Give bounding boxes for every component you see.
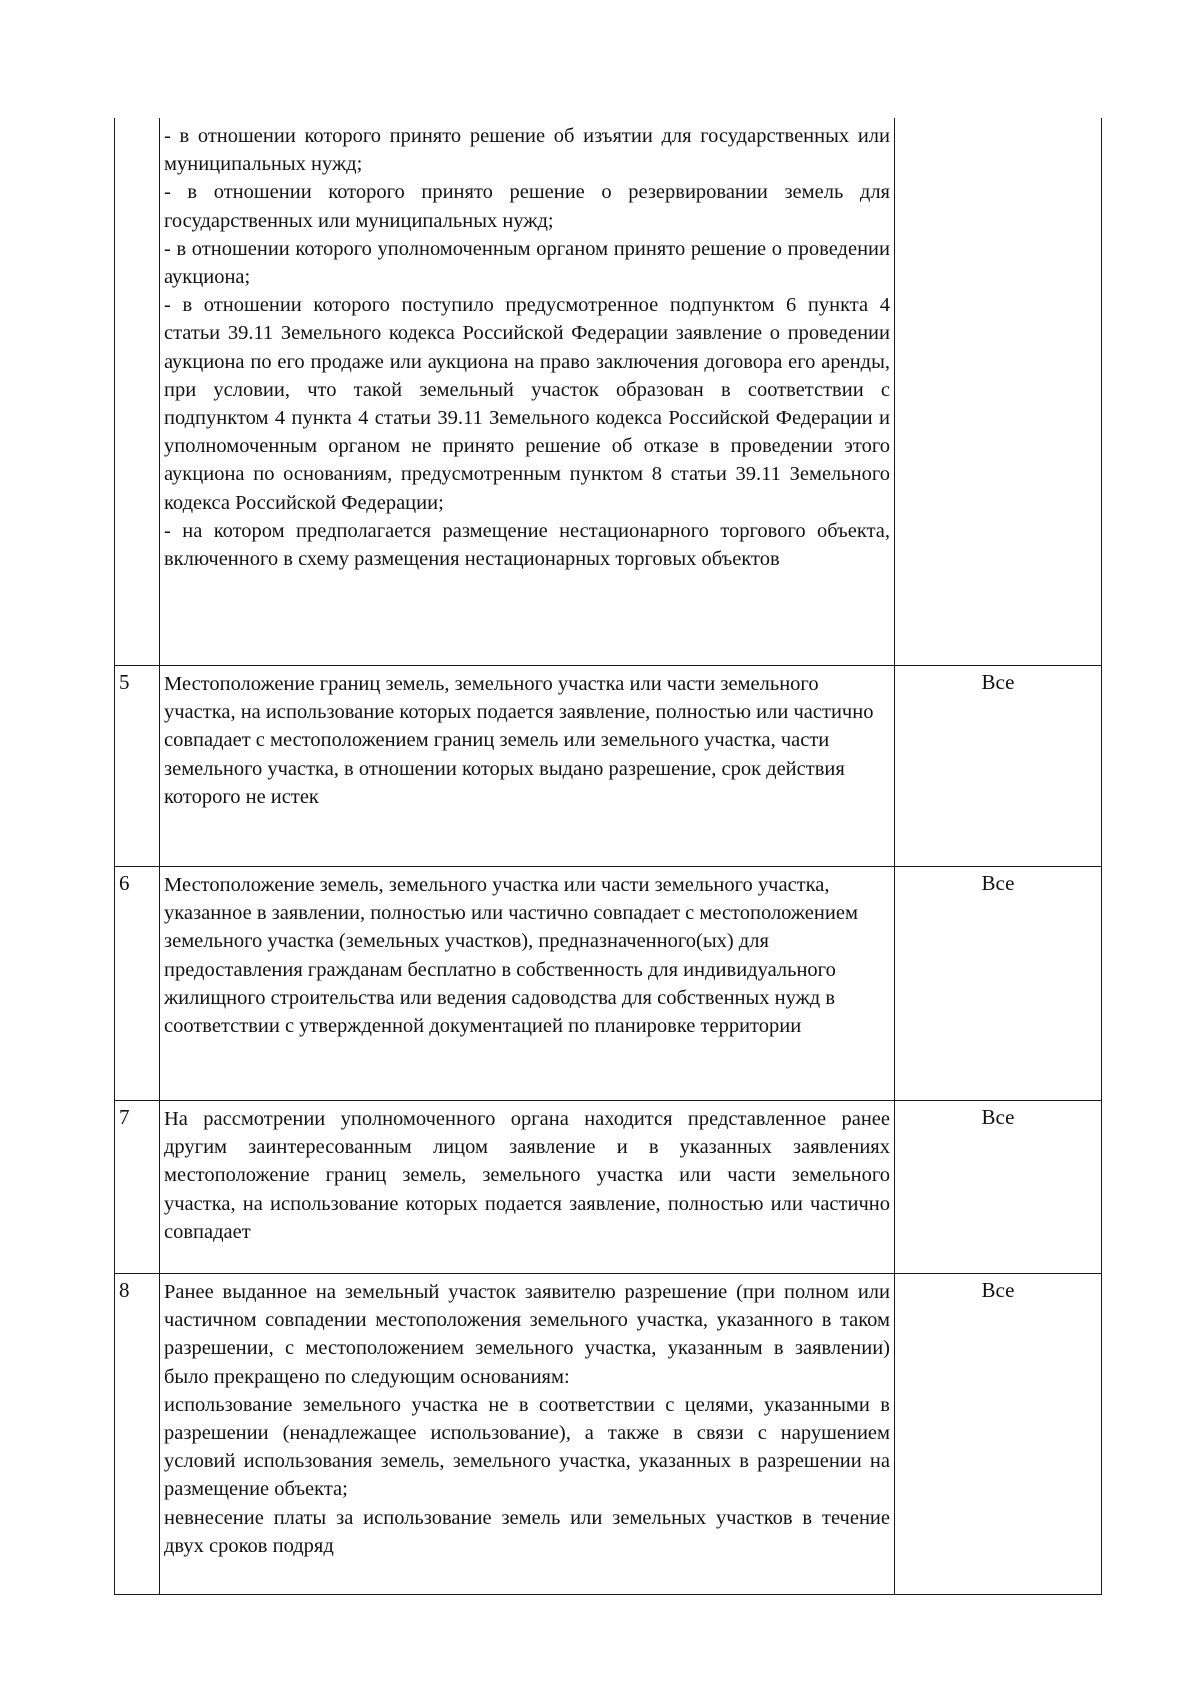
table-row-5: [115, 666, 1102, 867]
row-number: [115, 118, 160, 666]
table-row-continuation: [115, 118, 1102, 666]
row-applicability: Все: [895, 666, 1102, 867]
row-number: 5: [115, 666, 160, 867]
description-paragraph: - в отношении которого принято решение об изъятии для государственных или муниципальных нужд;: [164, 125, 890, 176]
description-paragraph: Ранее выданное на земельный участок заявителю разрешение (при полном или частичном совпадении местоположения земельного участка, указанного в таком разрешении, с местоположением земельного участка, указанным в заявлении) было прекращено по следующим основаниям:: [164, 1281, 890, 1388]
row-number: 7: [115, 1101, 160, 1274]
row-description: [160, 118, 895, 666]
row-description: [160, 1274, 895, 1595]
description-paragraph: - на котором предполагается размещение нестационарного торгового объекта, включенного в схему размещения нестационарных торговых объектов: [164, 519, 890, 571]
row-applicability: [895, 118, 1102, 666]
row-applicability: Все: [895, 867, 1102, 1101]
description-paragraph: использование земельного участка не в соответствии с целями, указанными в разрешении (ненадлежащее использование), а также в связи с нарушением условий использования земель, земельного участка, указанных в разрешении на размещение объекта;: [164, 1393, 890, 1501]
table-row-7: [115, 1101, 1102, 1274]
description-paragraph: - в отношении которого уполномоченным органом принято решение о проведении аукциона;: [164, 237, 890, 289]
row-description: [160, 867, 895, 1101]
description-paragraph: На рассмотрении уполномоченного органа находится представленное ранее другим заинтересованным лицом заявление и в указанных заявлениях местоположение границ земель, земельного участка или части земельного участка, на использование которых подается заявление, полностью или частично совпадает: [164, 1108, 890, 1243]
restrictions-table: [114, 118, 1102, 1595]
description-paragraph: - в отношении которого поступило предусмотренное подпунктом 6 пункта 4 статьи 39.11 Земельного кодекса Российской Федерации заявление о проведении аукциона по его продаже или аукциона на право заключения договора его аренды, при условии, что такой земельный участок образован в соответствии с подпунктом 4 пункта 4 статьи 39.11 Земельного кодекса Российской Федерации и уполномоченным органом не принято решение об отказе в проведении этого аукциона по основаниям, предусмотренным пунктом 8 статьи 39.11 Земельного кодекса Российской Федерации;: [164, 294, 890, 514]
row-description: [160, 666, 895, 867]
table-row-8: [115, 1274, 1102, 1595]
description-paragraph: невнесение платы за использование земель или земельных участков в течение двух сроков подряд: [164, 1506, 890, 1557]
description-paragraph: Местоположение земель, земельного участка или части земельного участка, указанное в заявлении, полностью или частично совпадает с местоположением земельного участка (земельных участков), предназначенного(ых) для предоставления гражданам бесплатно в собственность для индивидуального жилищного строительства или ведения садоводства для собственных нужд в соответствии с утвержденной документацией по планировке территории: [164, 874, 858, 1038]
row-applicability: Все: [895, 1274, 1102, 1595]
description-paragraph: - в отношении которого принято решение о резервировании земель для государственных или муниципальных нужд;: [164, 181, 890, 232]
description-paragraph: Местоположение границ земель, земельного участка или части земельного участка, на использование которых подается заявление, полностью или частично совпадает с местоположением границ земель или земельного участка, части земельного участка, в отношении которых выдано разрешение, срок действия которого не истек: [164, 673, 874, 808]
table-row-6: [115, 867, 1102, 1101]
row-description: [160, 1101, 895, 1274]
row-number: 6: [115, 867, 160, 1101]
row-number: 8: [115, 1274, 160, 1595]
row-applicability: Все: [895, 1101, 1102, 1274]
